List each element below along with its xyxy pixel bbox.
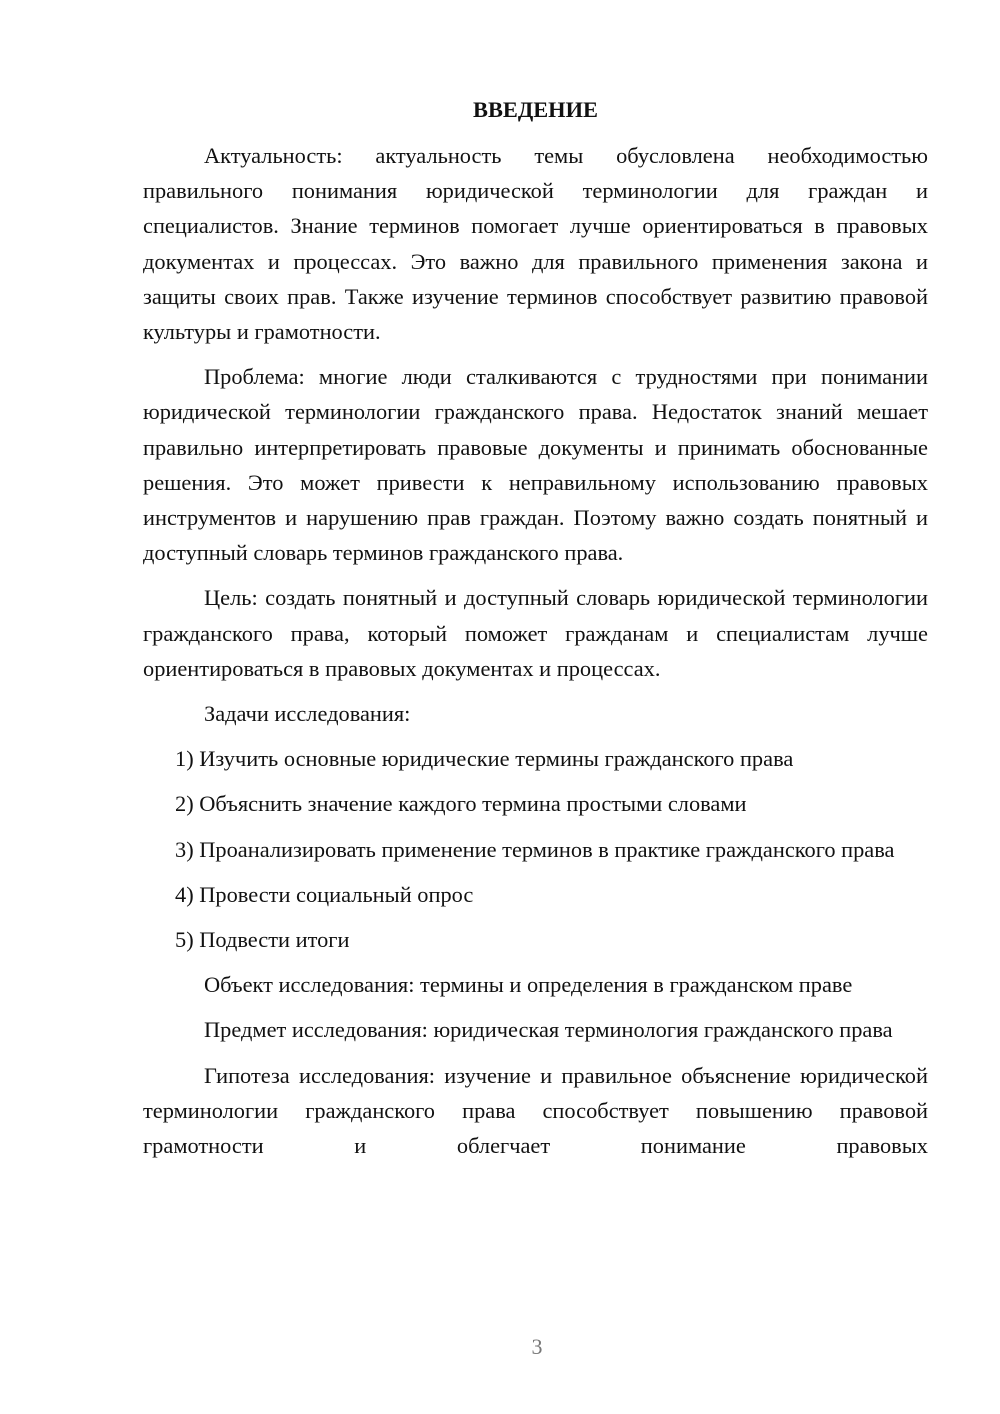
tasks-heading: Задачи исследования: <box>204 701 411 727</box>
task-item-2: 2) Объяснить значение каждого термина простыми словами <box>175 791 747 817</box>
task-item-1: 1) Изучить основные юридические термины гражданского права <box>175 746 794 772</box>
page-content <box>143 94 928 1173</box>
paragraph-object: Объект исследования: термины и определения в гражданском праве <box>204 972 853 998</box>
paragraph-hypothesis: Гипотеза исследования: изучение и правильное объяснение юридической терминологии гражданского права способствует повышению правовой грамотности и облегчает понимание правовых <box>143 1062 928 1159</box>
page-number: 3 <box>531 1334 543 1359</box>
task-item-5: 5) Подвести итоги <box>175 927 350 953</box>
page-title: ВВЕДЕНИЕ <box>473 97 598 122</box>
paragraph-problem: Проблема: многие люди сталкиваются с трудностями при понимании юридической терминологии гражданского права. Недостаток знаний мешает правильно интерпретировать правовые документы и принимать обоснованные решения. Это может привести к неправильному использованию правовых инструментов и нарушению прав граждан. Поэтому важно создать понятный и доступный словарь терминов гражданского права. <box>143 364 928 566</box>
task-item-3: 3) Проанализировать применение терминов в практике гражданского права <box>175 836 895 862</box>
paragraph-goal: Цель: создать понятный и доступный словарь юридической терминологии гражданского права, который поможет гражданам и специалистам лучше ориентироваться в правовых документах и процессах. <box>143 585 928 681</box>
paragraph-relevance: Актуальность: актуальность темы обусловлена необходимостью правильного понимания юридической терминологии для граждан и специалистов. Знание терминов помогает лучше ориентироваться в правовых документах и процессах. Это важно для правильного применения закона и защиты своих прав. Также изучение терминов способствует развитию правовой культуры и грамотности. <box>143 143 928 345</box>
task-item-4: 4) Провести социальный опрос <box>175 881 474 907</box>
paragraph-subject: Предмет исследования: юридическая терминология гражданского права <box>204 1017 893 1043</box>
